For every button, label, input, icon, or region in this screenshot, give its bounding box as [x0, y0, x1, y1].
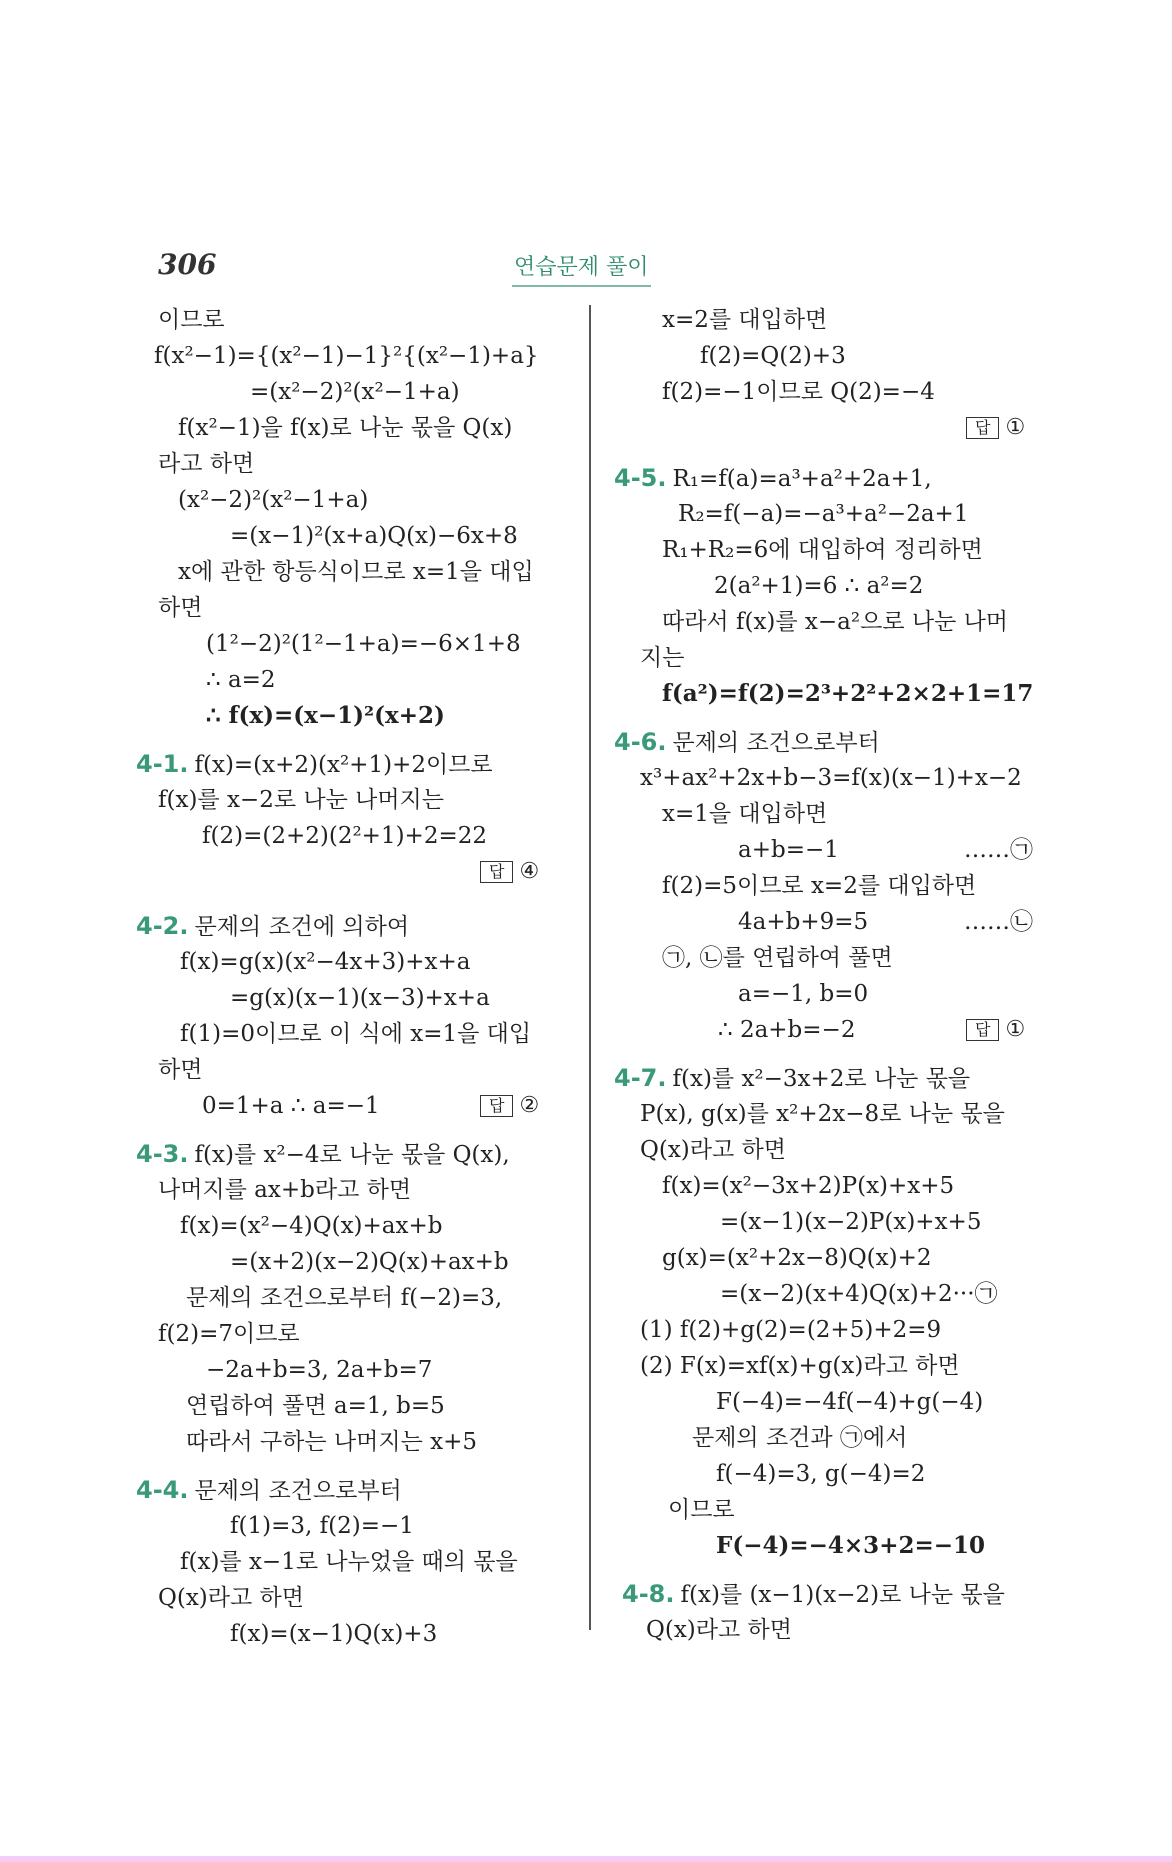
text-line: 문제의 조건으로부터 f(−2)=3,: [186, 1285, 503, 1311]
text-line: =(x−1)²(x+a)Q(x)−6x+8: [230, 523, 518, 549]
column-divider: [589, 305, 591, 1630]
text-line: f(x²−1)을 f(x)로 나눈 몫을 Q(x): [178, 415, 513, 441]
text-line: F(−4)=−4f(−4)+g(−4): [716, 1389, 984, 1415]
text-line: f(2)=Q(2)+3: [700, 343, 846, 369]
text-line: =(x−1)(x−2)P(x)+x+5: [720, 1209, 982, 1235]
text-line: a+b=−1: [738, 837, 839, 863]
text-line: 따라서 구하는 나머지는 x+5: [186, 1429, 477, 1455]
text-line: x³+ax²+2x+b−3=f(x)(x−1)+x−2: [640, 765, 1022, 791]
problem-number: 4-4.: [136, 1476, 189, 1504]
result-line: f(a²)=f(2)=2³+2²+2×2+1=17: [662, 680, 1034, 707]
text-line: (1²−2)²(1²−1+a)=−6×1+8: [206, 631, 521, 657]
answer-label-box: 답: [480, 861, 513, 883]
text-line: ∴ 2a+b=−2: [718, 1017, 856, 1043]
text-line: 이므로: [668, 1497, 735, 1523]
text-line: f(2)=5이므로 x=2를 대입하면: [662, 873, 977, 899]
text-line: 라고 하면: [158, 451, 255, 477]
answer-mark: 답 ①: [966, 1015, 1025, 1045]
answer-label-box: 답: [966, 417, 999, 439]
problem-4-6-heading: 4-6. 문제의 조건으로부터: [614, 728, 880, 756]
problem-number: 4-5.: [614, 464, 667, 492]
text-line: 하면: [158, 1057, 203, 1083]
text-line: R₁+R₂=6에 대입하여 정리하면: [662, 537, 983, 563]
text-line: f(x)를 x−2로 나눈 나머지는: [158, 787, 444, 813]
problem-number: 4-6.: [614, 728, 667, 756]
text-line: 따라서 f(x)를 x−a²으로 나눈 나머: [662, 609, 1009, 635]
text-line: f(1)=0이므로 이 식에 x=1을 대입: [180, 1021, 532, 1047]
text-line: f(2)=−1이므로 Q(2)=−4: [662, 379, 935, 405]
bottom-edge-strip: [0, 1856, 1172, 1862]
text-line: −2a+b=3, 2a+b=7: [206, 1357, 433, 1383]
problem-4-1-heading: 4-1. f(x)=(x+2)(x²+1)+2이므로: [136, 750, 493, 778]
text-line: Q(x)라고 하면: [158, 1585, 304, 1611]
problem-4-4-heading: 4-4. 문제의 조건으로부터: [136, 1476, 402, 1504]
text-line: f(x)=(x−1)Q(x)+3: [230, 1621, 438, 1647]
page-title: 연습문제 풀이: [512, 250, 651, 287]
answer-mark: 답 ④: [480, 857, 539, 887]
text-line: 하면: [158, 595, 203, 621]
text-line: f(2)=7이므로: [158, 1321, 300, 1347]
answer-label-box: 답: [966, 1019, 999, 1041]
text-line: f(x)를 x−1로 나누었을 때의 몫을: [180, 1549, 518, 1575]
text-line: x=2를 대입하면: [662, 307, 828, 333]
text-line: =(x²−2)²(x²−1+a): [250, 379, 460, 405]
problem-4-5-heading: 4-5. R₁=f(a)=a³+a²+2a+1,: [614, 464, 932, 492]
text-line: f(x)=(x²−4)Q(x)+ax+b: [180, 1213, 443, 1239]
problem-number: 4-1.: [136, 750, 189, 778]
text-line: (1) f(2)+g(2)=(2+5)+2=9: [640, 1317, 942, 1343]
text-line: g(x)=(x²+2x−8)Q(x)+2: [662, 1245, 932, 1271]
text-line: f(x²−1)={(x²−1)−1}²{(x²−1)+a}: [154, 343, 539, 369]
text-line: 이므로: [158, 307, 225, 333]
text-line: f(2)=(2+2)(2²+1)+2=22: [202, 823, 487, 849]
text-line: 0=1+a ∴ a=−1: [202, 1093, 380, 1119]
text-line: R₂=f(−a)=−a³+a²−2a+1: [678, 501, 969, 527]
problem-number: 4-7.: [614, 1064, 667, 1092]
result-line: F(−4)=−4×3+2=−10: [716, 1532, 986, 1559]
text-line: 문제의 조건과 ㉠에서: [692, 1425, 908, 1451]
text-line: =(x−2)(x+4)Q(x)+2···㉠: [720, 1281, 998, 1307]
text-line: 2(a²+1)=6 ∴ a²=2: [714, 573, 924, 599]
problem-4-8-heading: 4-8. f(x)를 (x−1)(x−2)로 나눈 몫을: [622, 1580, 1005, 1608]
answer-mark: 답 ②: [480, 1091, 539, 1121]
page-number: 306: [158, 248, 217, 281]
text-line: f(−4)=3, g(−4)=2: [716, 1461, 926, 1487]
text-line: Q(x)라고 하면: [646, 1617, 792, 1643]
text-line: Q(x)라고 하면: [640, 1137, 786, 1163]
text-line: 4a+b+9=5: [738, 909, 869, 935]
text-line: 지는: [640, 645, 685, 671]
problem-number: 4-3.: [136, 1140, 189, 1168]
problem-number: 4-2.: [136, 912, 189, 940]
text-line: f(x)=g(x)(x²−4x+3)+x+a: [180, 949, 471, 975]
problem-4-3-heading: 4-3. f(x)를 x²−4로 나눈 몫을 Q(x),: [136, 1140, 510, 1168]
equation-tag: ……㉠: [964, 837, 1033, 863]
text-line: 연립하여 풀면 a=1, b=5: [186, 1393, 445, 1419]
result-line: ∴ f(x)=(x−1)²(x+2): [206, 702, 445, 729]
text-line: f(x)=(x²−3x+2)P(x)+x+5: [662, 1173, 955, 1199]
text-line: x=1을 대입하면: [662, 801, 828, 827]
problem-number: 4-8.: [622, 1580, 675, 1608]
answer-mark: 답 ①: [966, 413, 1025, 443]
problem-4-2-heading: 4-2. 문제의 조건에 의하여: [136, 912, 410, 940]
text-line: x에 관한 항등식이므로 x=1을 대입: [178, 559, 534, 585]
text-line: =g(x)(x−1)(x−3)+x+a: [230, 985, 490, 1011]
text-line: ㉠, ㉡를 연립하여 풀면: [662, 945, 893, 971]
text-line: f(1)=3, f(2)=−1: [230, 1513, 414, 1539]
text-line: ∴ a=2: [206, 667, 276, 693]
equation-tag: ……㉡: [964, 909, 1033, 935]
text-line: =(x+2)(x−2)Q(x)+ax+b: [230, 1249, 509, 1275]
text-line: (x²−2)²(x²−1+a): [178, 487, 369, 513]
text-line: (2) F(x)=xf(x)+g(x)라고 하면: [640, 1353, 960, 1379]
text-line: a=−1, b=0: [738, 981, 869, 1007]
text-line: 나머지를 ax+b라고 하면: [158, 1177, 412, 1203]
problem-4-7-heading: 4-7. f(x)를 x²−3x+2로 나눈 몫을: [614, 1064, 971, 1092]
text-line: P(x), g(x)를 x²+2x−8로 나눈 몫을: [640, 1101, 1005, 1127]
answer-label-box: 답: [480, 1095, 513, 1117]
